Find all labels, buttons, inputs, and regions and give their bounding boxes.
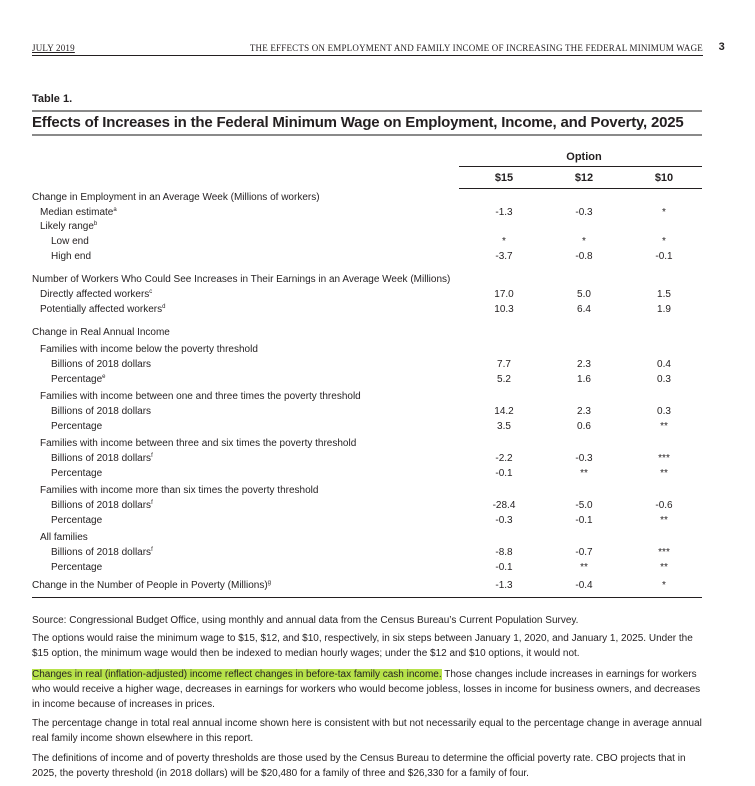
row-label xyxy=(51,405,151,419)
title-top-rule xyxy=(32,110,702,112)
row-label xyxy=(40,343,258,357)
table-row xyxy=(0,373,755,387)
cell-value: 2.3 xyxy=(577,406,591,417)
footnote-mark: g xyxy=(267,580,272,586)
cell-value: ** xyxy=(660,515,668,526)
table-row xyxy=(0,326,755,340)
income-note xyxy=(32,667,702,712)
table-row xyxy=(0,514,755,528)
row-label xyxy=(51,235,89,249)
row-label-text: Change in the Number of People in Poverty (Millions) xyxy=(32,580,268,591)
row-label-text: High end xyxy=(51,251,92,262)
column-header-12: $12 xyxy=(574,172,594,184)
cell-value: -0.1 xyxy=(655,251,673,262)
row-label xyxy=(51,452,153,466)
table-row xyxy=(0,531,755,545)
cell-value: ** xyxy=(580,468,588,479)
row-label xyxy=(32,579,271,593)
cell-value: *** xyxy=(658,547,670,558)
cell-value: 0.4 xyxy=(657,359,671,370)
table-row xyxy=(0,452,755,466)
table-row xyxy=(0,343,755,357)
footnote-mark: f xyxy=(151,453,153,459)
cell-value: *** xyxy=(658,453,670,464)
highlighted-text: Changes in real (inflation-adjusted) income reflect changes in before-tax family cash income. xyxy=(32,669,442,680)
row-label xyxy=(51,420,102,434)
running-title: THE EFFECTS ON EMPLOYMENT AND FAMILY INCOME OF INCREASING THE FEDERAL MINIMUM WAGE xyxy=(249,43,703,53)
cell-value: 1.6 xyxy=(577,374,591,385)
header-date: JULY 2019 xyxy=(32,43,75,53)
cell-value: -3.7 xyxy=(495,251,513,262)
table-row xyxy=(0,235,755,249)
table-row xyxy=(0,437,755,451)
row-label-text: Billions of 2018 dollars xyxy=(51,453,152,464)
cell-value: 14.2 xyxy=(494,406,514,417)
row-label-text: Potentially affected workers xyxy=(40,304,163,315)
row-label-text: Families with income more than six times the poverty threshold xyxy=(40,485,319,496)
table-row xyxy=(0,191,755,205)
option-rule xyxy=(459,166,702,167)
cell-value: -0.1 xyxy=(575,515,593,526)
column-header-10: $10 xyxy=(654,172,674,184)
table-bottom-rule xyxy=(32,597,702,598)
option-header: Option xyxy=(566,151,602,163)
cell-value: 0.3 xyxy=(657,374,671,385)
header-rule xyxy=(32,55,703,56)
definitions-note: The definitions of income and of poverty thresholds are those used by the Census Bureau to determine the official poverty rate. CBO projects that in 2025, the poverty threshold (in 2018 dollars) will be $20,480 for a family of three and $26,330 for a family of four. xyxy=(32,753,686,779)
table-row xyxy=(0,546,755,560)
table-row xyxy=(0,467,755,481)
cell-value: -0.1 xyxy=(495,468,513,479)
cell-value: 3.5 xyxy=(497,421,511,432)
row-label-text: Percentage xyxy=(51,515,103,526)
table-row xyxy=(0,288,755,302)
percentage-note: The percentage change in total real annual income shown here is consistent with but not necessarily equal to the percentage change in average annual real family income shown elsewhere in this report. xyxy=(32,718,702,744)
cell-value: -0.3 xyxy=(495,515,513,526)
table-row xyxy=(0,579,755,593)
row-label-text: Change in Employment in an Average Week (Millions of workers) xyxy=(32,192,320,203)
table-row xyxy=(0,390,755,404)
row-label-text: Billions of 2018 dollars xyxy=(51,359,152,370)
row-label xyxy=(40,220,97,234)
cell-value: 17.0 xyxy=(494,289,514,300)
table-row xyxy=(0,499,755,513)
row-label xyxy=(51,467,102,481)
row-label xyxy=(51,499,153,513)
row-label xyxy=(32,326,170,340)
source-note: Source: Congressional Budget Office, using monthly and annual data from the Census Bureau’s Current Population Survey. xyxy=(32,615,579,626)
cell-value: ** xyxy=(660,468,668,479)
row-label-text: Billions of 2018 dollars xyxy=(51,547,152,558)
title-bottom-rule xyxy=(32,134,702,136)
row-label-text: Likely range xyxy=(40,221,94,232)
cell-value: * xyxy=(662,580,666,591)
row-label xyxy=(40,390,361,404)
row-label-text: Low end xyxy=(51,236,89,247)
row-label xyxy=(40,288,152,302)
row-label-text: Families with income below the poverty threshold xyxy=(40,344,258,355)
row-label-text: Families with income between three and six times the poverty threshold xyxy=(40,438,357,449)
cell-value: 2.3 xyxy=(577,359,591,370)
options-note: The options would raise the minimum wage to $15, $12, and $10, respectively, in six steps between January 1, 2020, and January 1, 2025. Under the $15 option, the minimum wage would then be indexed to median hourly wages; under the $12 and $10 options, it would not. xyxy=(32,633,693,659)
column-header-15: $15 xyxy=(494,172,514,184)
row-label xyxy=(40,206,117,220)
row-label xyxy=(32,191,320,205)
table-row xyxy=(0,484,755,498)
cell-value: -28.4 xyxy=(492,500,516,511)
cell-value: * xyxy=(582,236,586,247)
cell-value: * xyxy=(662,236,666,247)
cell-value: 5.0 xyxy=(577,289,591,300)
row-label xyxy=(51,546,153,560)
row-label xyxy=(40,303,165,317)
footnote-mark: b xyxy=(93,221,98,227)
row-label-text: Families with income between one and three times the poverty threshold xyxy=(40,391,361,402)
cell-value: 0.6 xyxy=(577,421,591,432)
cell-value: -8.8 xyxy=(495,547,513,558)
cell-value: -1.3 xyxy=(495,207,513,218)
column-header-rule xyxy=(459,188,702,189)
cell-value: ** xyxy=(660,421,668,432)
cell-value: * xyxy=(502,236,506,247)
cell-value: 1.9 xyxy=(657,304,671,315)
cell-value: -0.8 xyxy=(575,251,593,262)
table-row xyxy=(0,561,755,575)
table-row xyxy=(0,405,755,419)
row-label-text: Percentage xyxy=(51,374,103,385)
row-label xyxy=(51,358,151,372)
table-row xyxy=(0,206,755,220)
table-row xyxy=(0,303,755,317)
row-label xyxy=(51,373,106,387)
footnote-mark: a xyxy=(113,207,117,213)
cell-value: -0.4 xyxy=(575,580,593,591)
table-row xyxy=(0,420,755,434)
row-label-text: All families xyxy=(40,532,88,543)
row-label xyxy=(40,437,356,451)
row-label xyxy=(51,250,91,264)
table-title: Effects of Increases in the Federal Minimum Wage on Employment, Income, and Poverty, 2025 xyxy=(32,114,684,131)
cell-value: 0.3 xyxy=(657,406,671,417)
row-label-text: Change in Real Annual Income xyxy=(32,327,170,338)
cell-value: -0.3 xyxy=(575,207,593,218)
cell-value: -0.3 xyxy=(575,453,593,464)
cell-value: -5.0 xyxy=(575,500,593,511)
footnote-mark: d xyxy=(162,304,166,310)
row-label-text: Directly affected workers xyxy=(40,289,150,300)
footnote-mark: f xyxy=(151,547,153,553)
footnote-mark: e xyxy=(102,374,106,380)
cell-value: ** xyxy=(580,562,588,573)
cell-value: -0.7 xyxy=(575,547,593,558)
table-row xyxy=(0,358,755,372)
cell-value: 5.2 xyxy=(497,374,511,385)
cell-value: -1.3 xyxy=(495,580,513,591)
row-label xyxy=(32,273,450,287)
cell-value: -0.6 xyxy=(655,500,673,511)
cell-value: 1.5 xyxy=(657,289,671,300)
row-label-text: Billions of 2018 dollars xyxy=(51,500,152,511)
table-label: Table 1. xyxy=(32,93,73,105)
cell-value: -0.1 xyxy=(495,562,513,573)
row-label-text: Median estimate xyxy=(40,207,114,218)
table-row xyxy=(0,250,755,264)
row-label xyxy=(51,561,102,575)
row-label-text: Percentage xyxy=(51,421,103,432)
page-header xyxy=(32,43,725,57)
cell-value: 10.3 xyxy=(494,304,514,315)
footnote-mark: c xyxy=(149,289,153,295)
cell-value: -2.2 xyxy=(495,453,513,464)
footnote-mark: f xyxy=(151,500,153,506)
table-row xyxy=(0,220,755,234)
cell-value: ** xyxy=(660,562,668,573)
row-label xyxy=(40,484,318,498)
row-label-text: Percentage xyxy=(51,562,103,573)
page-number: 3 xyxy=(718,41,725,53)
row-label-text: Billions of 2018 dollars xyxy=(51,406,152,417)
row-label-text: Percentage xyxy=(51,468,103,479)
row-label-text: Number of Workers Who Could See Increases in Their Earnings in an Average Week (Millions) xyxy=(32,274,451,285)
cell-value: 7.7 xyxy=(497,359,511,370)
row-label xyxy=(40,531,88,545)
cell-value: * xyxy=(662,207,666,218)
income-note-rest: Those changes include increases in earnings for workers who would receive a higher wage, decreases in earnings for workers who would become jobless, losses in income for business owners, and decreases in income because of increases in prices. xyxy=(32,669,701,710)
table-row xyxy=(0,273,755,287)
cell-value: 6.4 xyxy=(577,304,591,315)
row-label xyxy=(51,514,102,528)
